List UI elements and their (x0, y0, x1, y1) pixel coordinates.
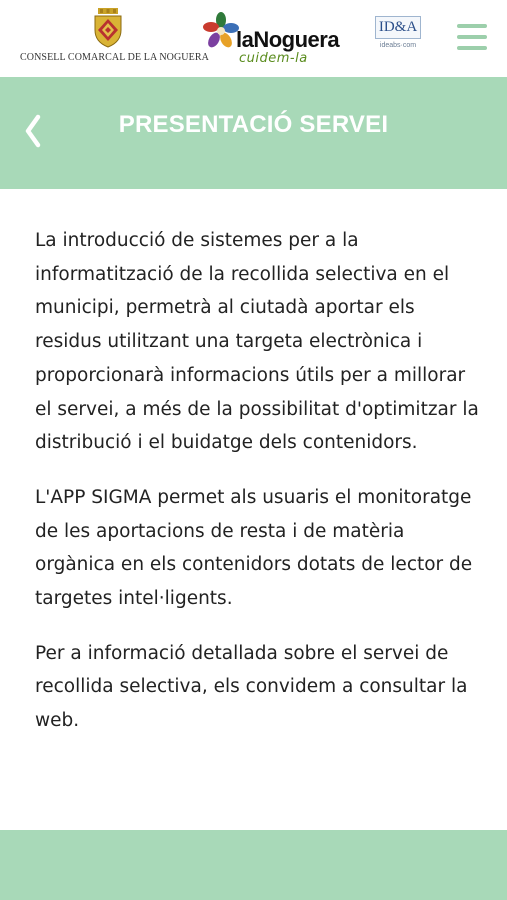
intro-paragraph: La introducció de sistemes per a la informatització de la recollida selectiva en el municipi, permetrà al ciutadà aportar els residus utilitzant una targeta electrònica i proporcionarà informacions útils per a millorar el servei, a més de la possibilitat d'optimitzar la distribució i el buidatge dels contenidors. (35, 230, 479, 454)
la-noguera-logo (203, 10, 363, 68)
consell-comarcal-name: CONSELL COMARCAL DE LA NOGUERA (20, 52, 209, 63)
idea-logo-subtext: ideabs·com (379, 42, 417, 49)
la-noguera-slogan: cuidem-la (239, 51, 308, 66)
footer-bar (0, 830, 507, 900)
web-paragraph: Per a informació detallada sobre el servei de recollida selectiva, els convidem a consultar la web. (35, 642, 468, 732)
menu-line (457, 46, 487, 50)
hamburger-menu-icon[interactable] (457, 24, 487, 50)
consell-comarcal-logo (20, 8, 209, 70)
la-noguera-wordmark: laNoguera (236, 27, 340, 52)
chevron-left-icon (20, 109, 48, 153)
page-header (0, 77, 507, 189)
idea-logo (372, 16, 424, 64)
menu-line (457, 24, 487, 28)
menu-line (457, 35, 487, 39)
back-button[interactable] (20, 109, 48, 153)
coat-of-arms-icon (91, 8, 125, 48)
app-paragraph: L'APP SIGMA permet als usuaris el monitoratge de les aportacions de resta i de matèria orgànica en els contenidors dotats de lector de targetes intel·ligents. (35, 486, 473, 610)
page-title: PRESENTACIÓ SERVEI (118, 111, 389, 138)
top-bar (0, 0, 507, 77)
flower-icon (203, 12, 239, 48)
idea-logo-mark: ID&A (375, 16, 421, 39)
service-description (35, 224, 485, 759)
